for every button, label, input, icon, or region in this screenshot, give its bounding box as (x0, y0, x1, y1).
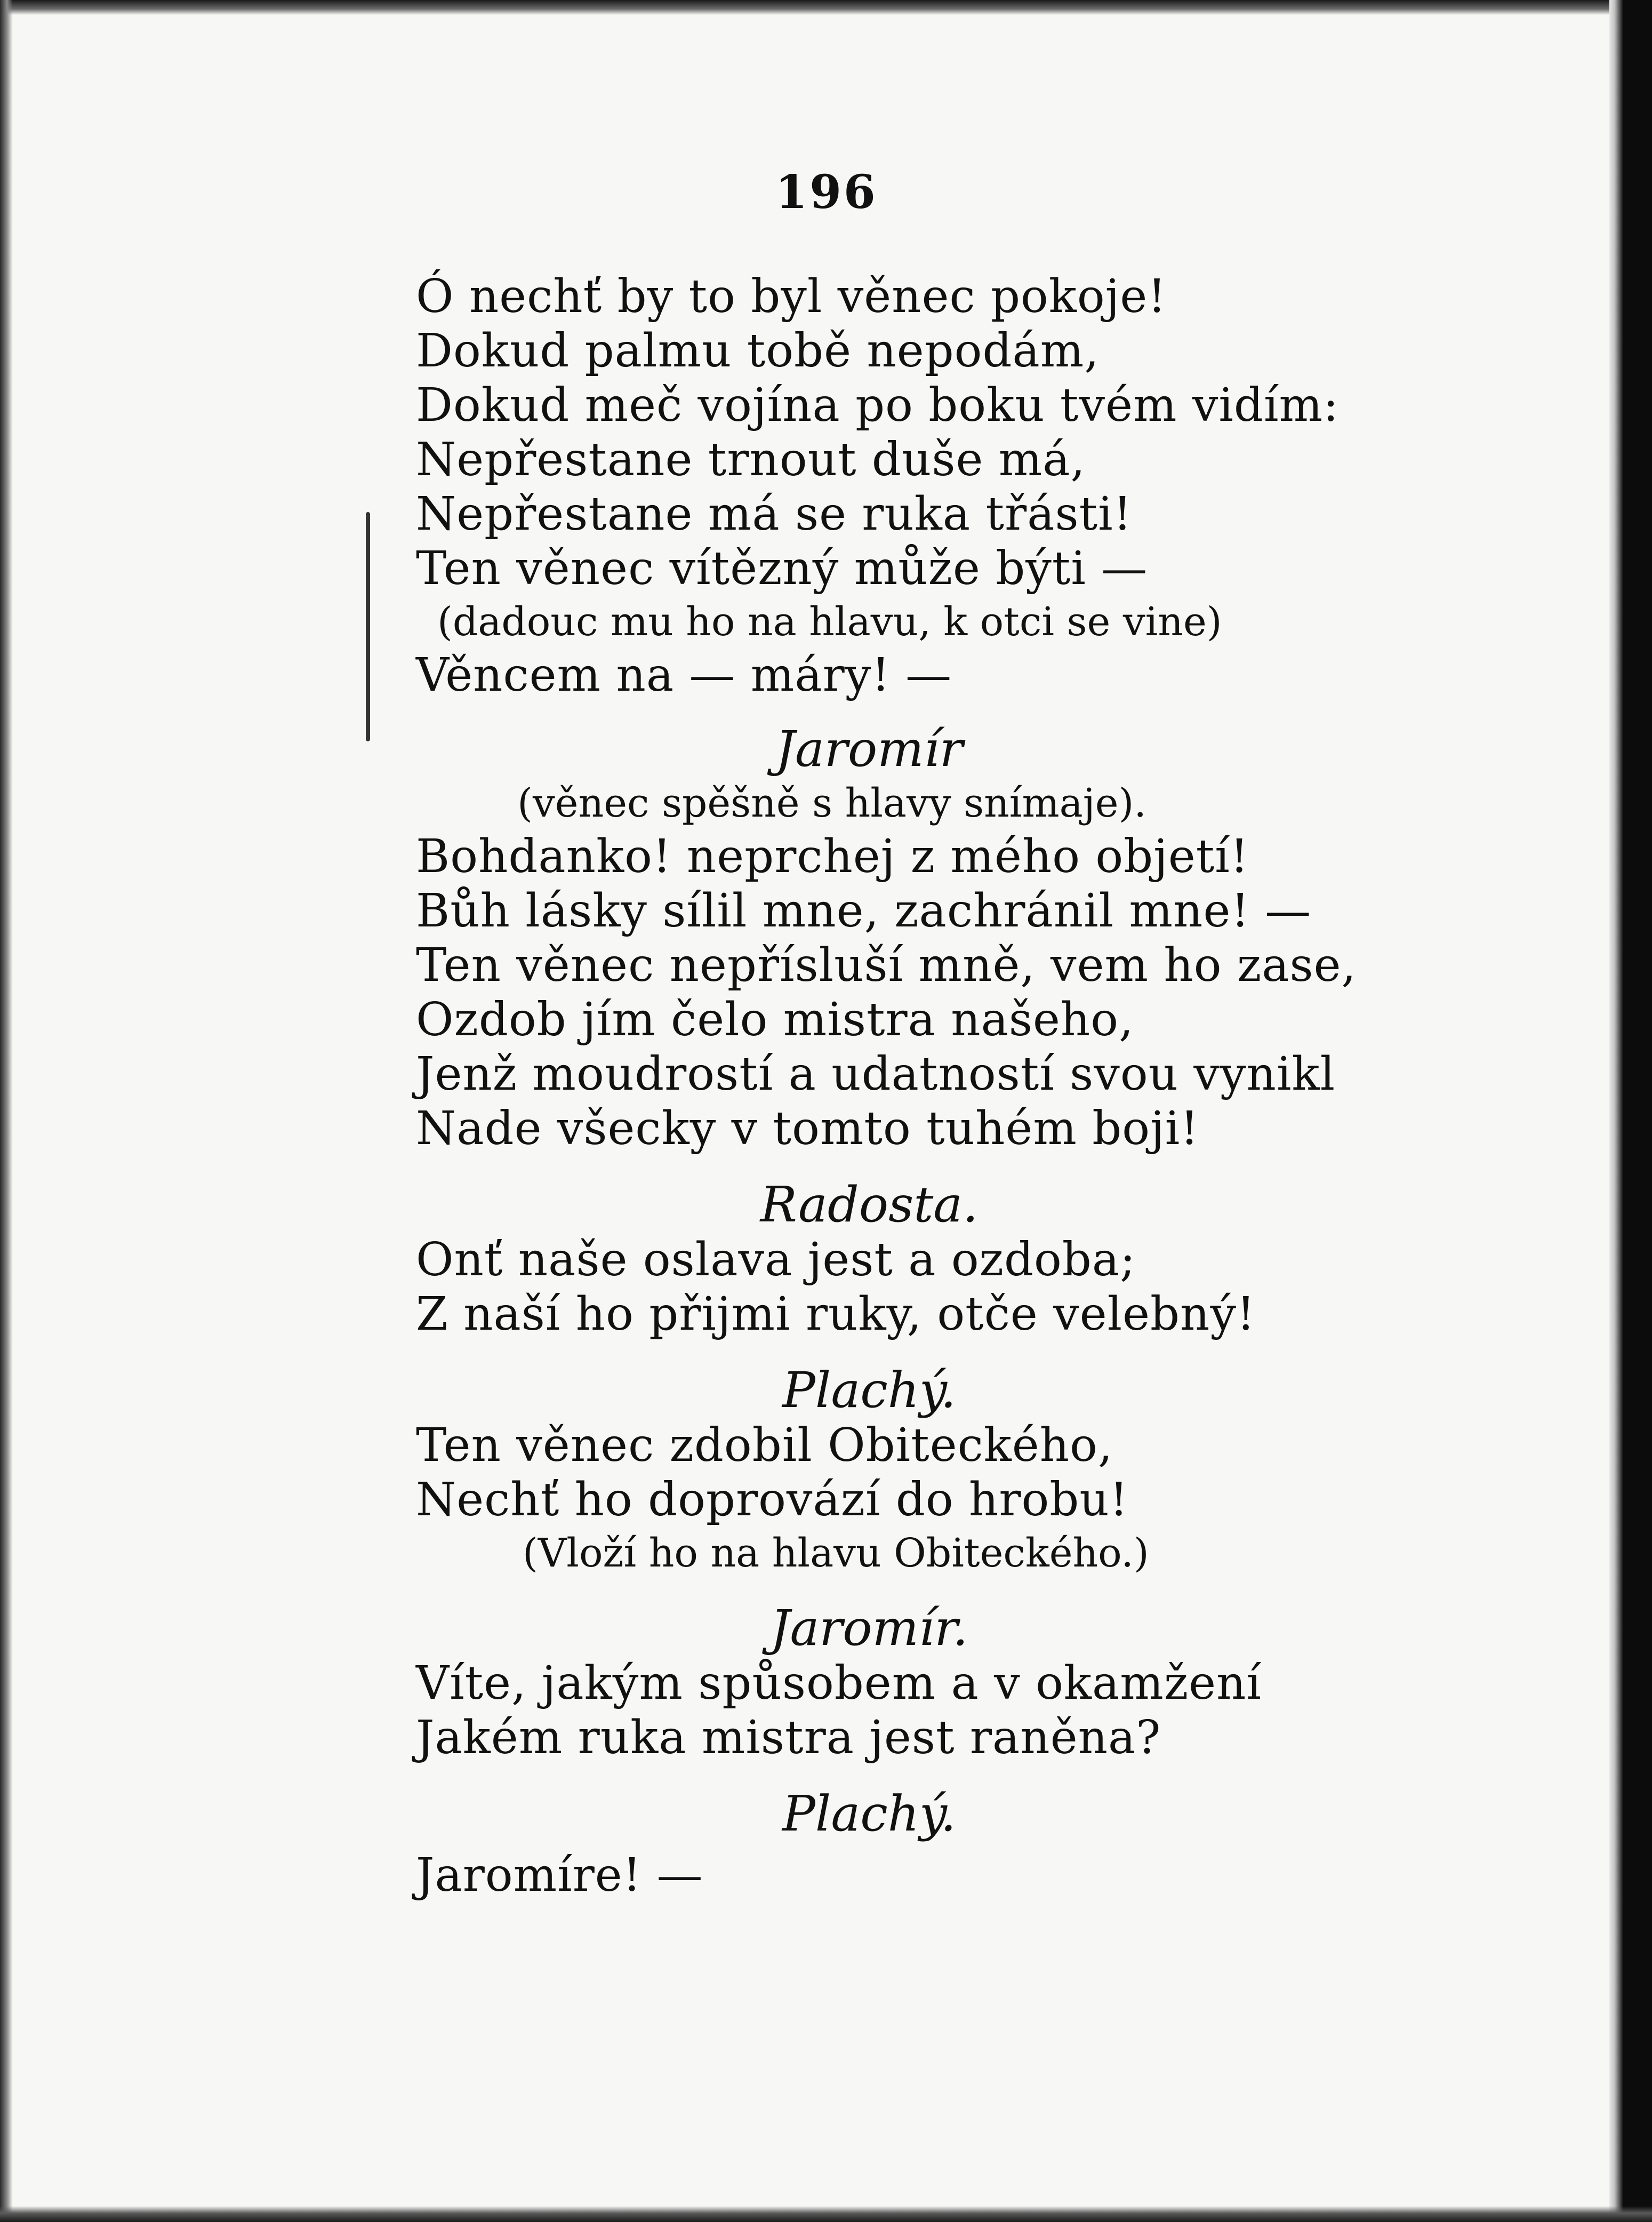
verse-line: Ten věnec vítězný může býti — (416, 542, 1148, 595)
verse-line: Dokud meč vojína po boku tvém vidím: (416, 379, 1340, 432)
verse-line: Dokud palmu tobě nepodám, (416, 324, 1100, 378)
verse-line: Nechť ho doprovází do hrobu! (416, 1473, 1129, 1526)
speaker-name: Jaromír. (770, 1600, 968, 1657)
verse-line: Ozdob jím čelo mistra našeho, (416, 993, 1134, 1046)
verse-line: Jaromíre! — (416, 1849, 703, 1902)
stage-direction: (dadouc mu ho na hlavu, k otci se vine) (437, 599, 1222, 645)
speaker-name: Plachý. (782, 1362, 956, 1419)
verse-line: Jenž moudrostí a udatností svou vynikl (416, 1048, 1336, 1101)
verse-line: Onť naše oslava jest a ozdoba; (416, 1233, 1136, 1286)
verse-line: Ten věnec nepřísluší mně, vem ho zase, (416, 939, 1357, 992)
scan-border-bottom (0, 2206, 1652, 2222)
scan-border-top (0, 0, 1652, 15)
stage-direction: (věnec spěšně s hlavy snímaje). (517, 780, 1146, 826)
verse-line: Ten věnec zdobil Obiteckého, (416, 1419, 1113, 1472)
margin-pencil-mark (366, 512, 370, 741)
verse-line: Nepřestane má se ruka třásti! (416, 487, 1133, 541)
verse-line: Víte, jakým spůsobem a v okamžení (416, 1657, 1262, 1710)
scan-border-left (0, 0, 13, 2222)
play-text (416, 269, 1357, 1903)
verse-line: Bohdanko! neprchej z mého objetí! (416, 830, 1249, 883)
stage-direction: (Vloží ho na hlavu Obiteckého.) (523, 1530, 1149, 1576)
speaker-name: Plachý. (782, 1785, 956, 1842)
verse-line: Nepřestane trnout duše má, (416, 433, 1086, 486)
verse-line: Jakém ruka mistra jest raněna? (416, 1711, 1161, 1764)
speaker-name: Radosta. (760, 1176, 979, 1233)
scan-border-right (1609, 0, 1652, 2222)
verse-line: Nade všecky v tomto tuhém boji! (416, 1102, 1199, 1155)
speaker-name: Jaromír (775, 721, 963, 778)
verse-line: Z naší ho přijmi ruky, otče velebný! (416, 1288, 1256, 1341)
verse-line: Ó nechť by to byl věnec pokoje! (416, 270, 1167, 323)
verse-line: Bůh lásky sílil mne, zachránil mne! — (416, 884, 1312, 938)
verse-line: Věncem na — máry! — (416, 649, 952, 702)
page-number: 196 (775, 165, 878, 219)
